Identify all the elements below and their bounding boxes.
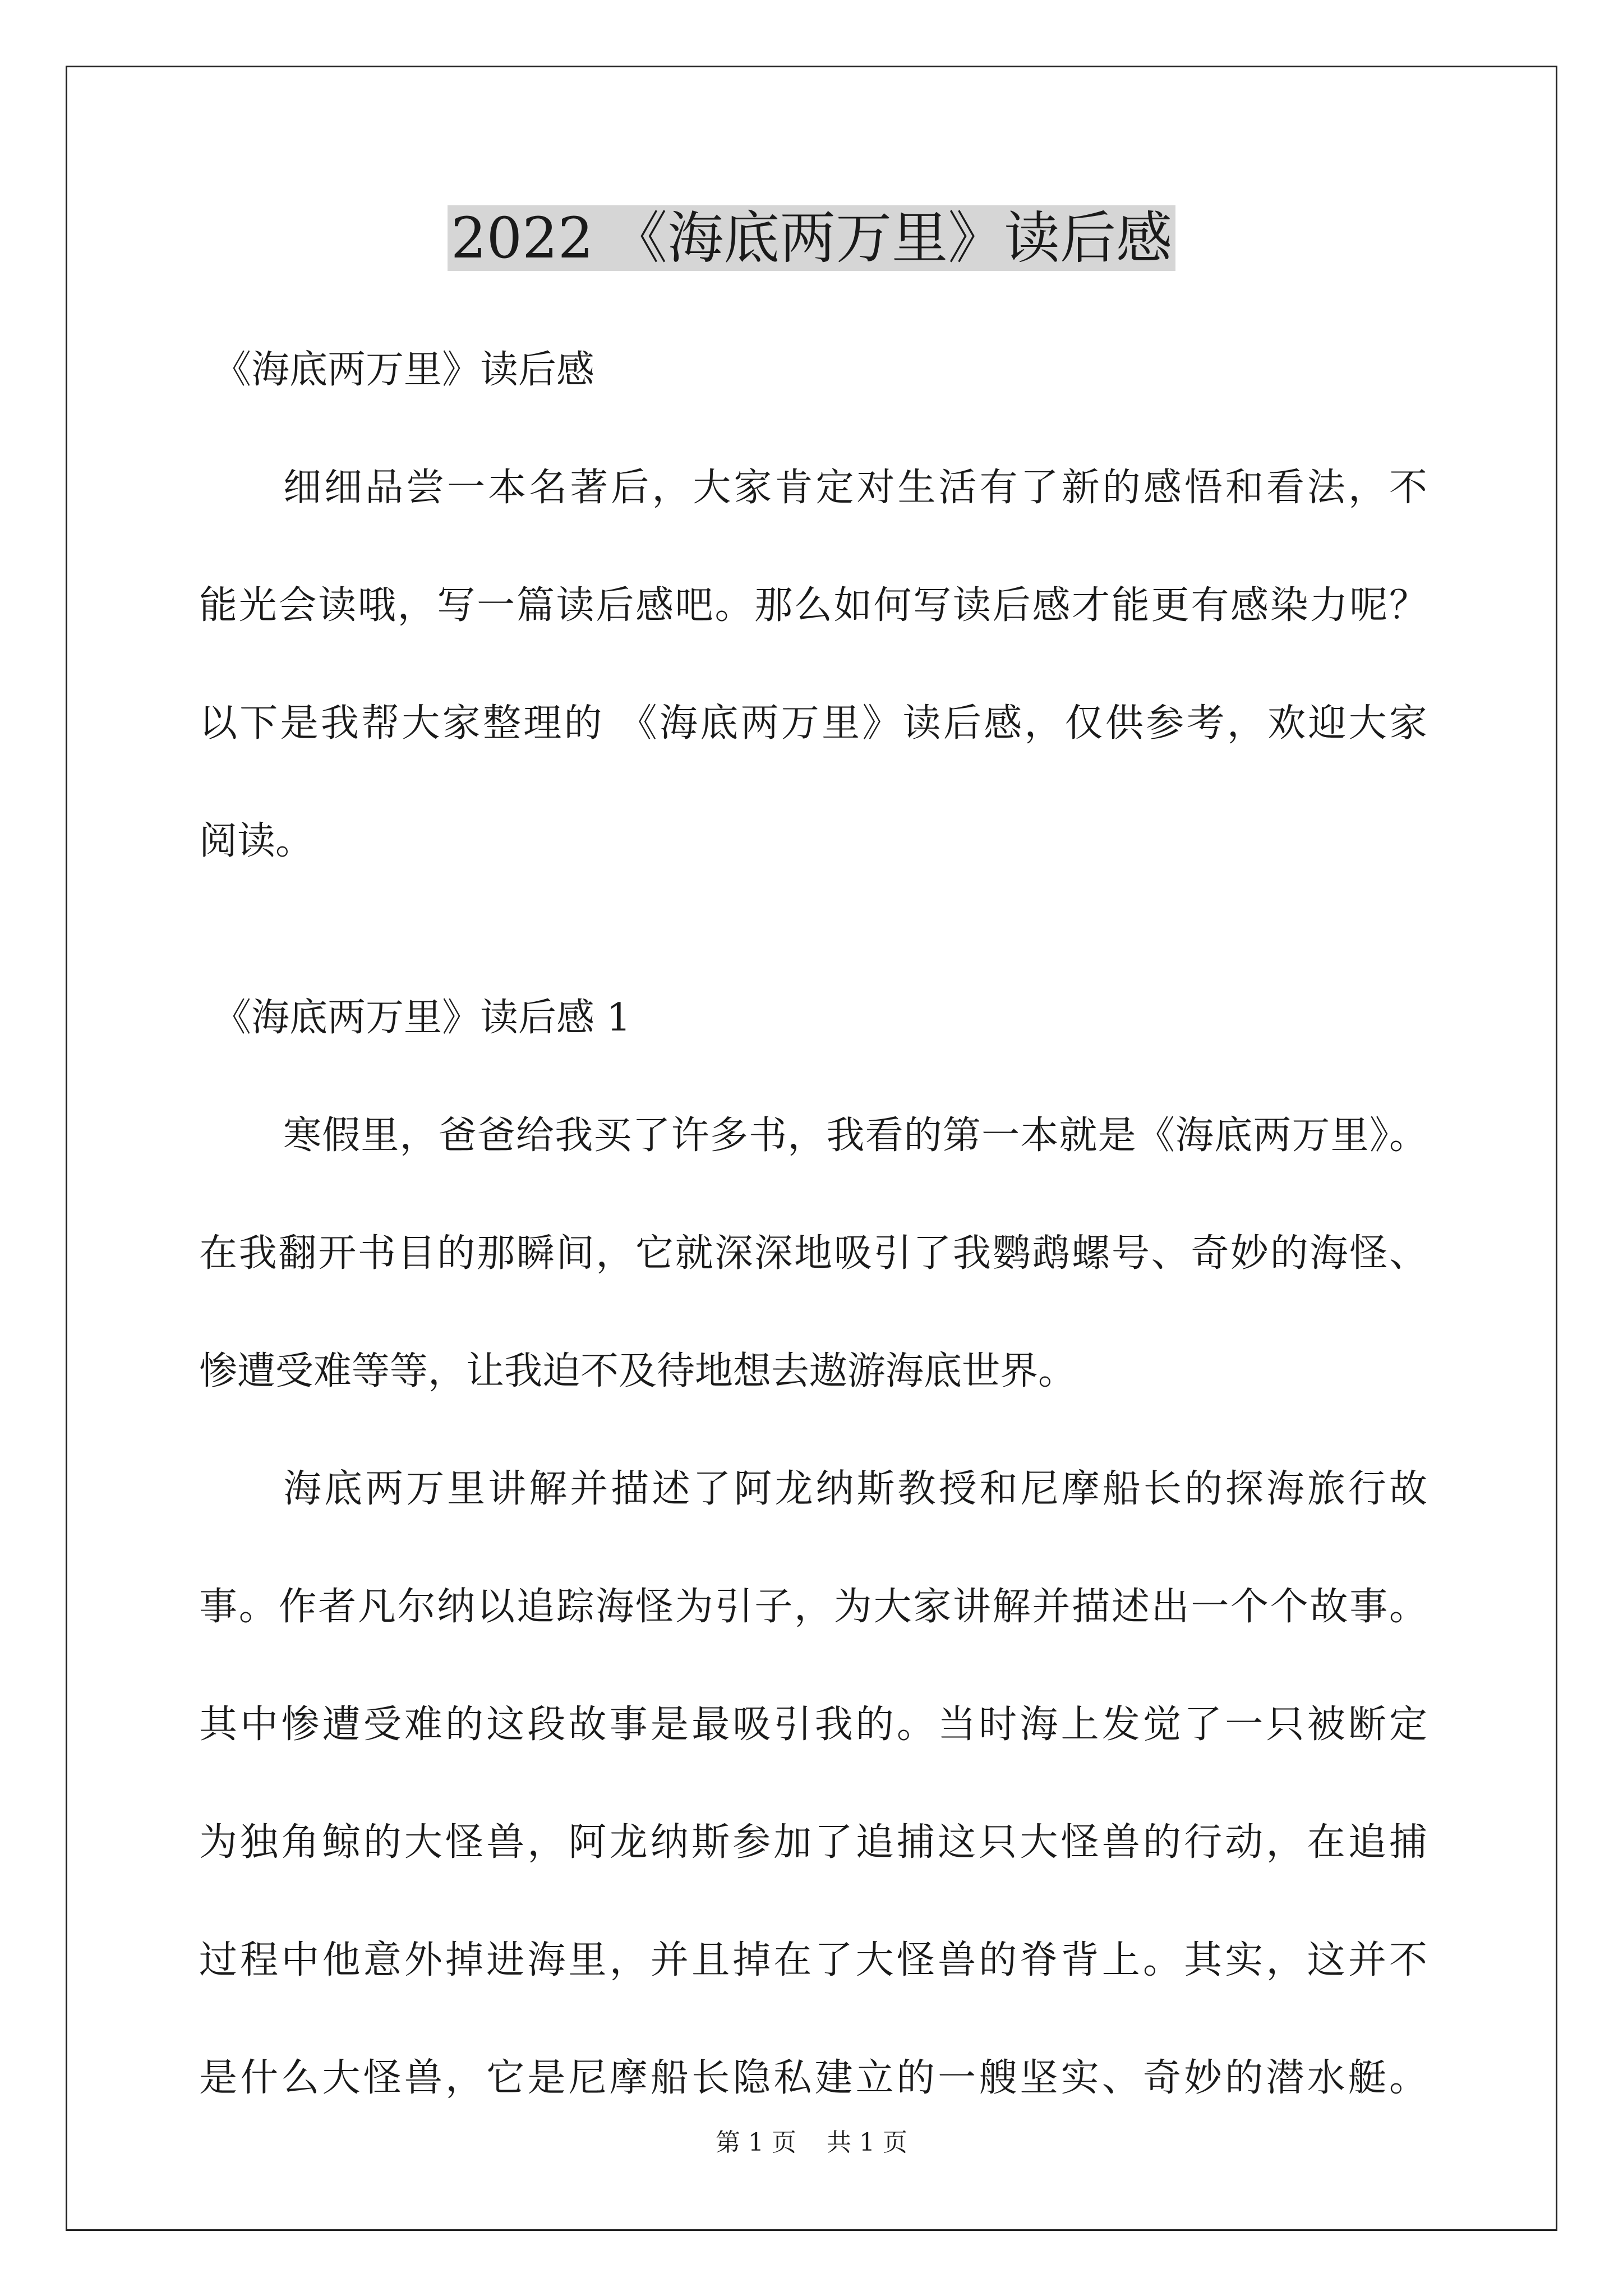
section1-para2-line-4: 为独角鲸的大怪兽，阿龙纳斯参加了追捕这只大怪兽的行动，在追捕 [199, 1820, 1427, 1865]
page-number: 第 1 页 [716, 2128, 796, 2157]
page-footer [0, 2126, 1623, 2160]
section1-para2-line-2: 事。作者凡尔纳以追踪海怪为引子，为大家讲解并描述出一个个故事。 [199, 1585, 1427, 1629]
intro-heading: 《海底两万里》读后感 [213, 348, 595, 392]
page-total: 共 1 页 [827, 2128, 907, 2157]
section1-para2-line-5: 过程中他意外掉进海里，并且掉在了大怪兽的脊背上。其实，这并不 [199, 1938, 1427, 1982]
document-title [0, 196, 1623, 280]
section1-para2-line-6: 是什么大怪兽，它是尼摩船长隐私建立的一艘坚实、奇妙的潜水艇。 [199, 2056, 1427, 2100]
document-title-text: 2022 《海底两万里》读后感 [448, 205, 1175, 271]
section1-para2-line-1: 海底两万里讲解并描述了阿龙纳斯教授和尼摩船长的探海旅行故 [283, 1467, 1427, 1511]
section1-para1-line-3: 惨遭受难等等，让我迫不及待地想去遨游海底世界。 [199, 1349, 1077, 1393]
section1-para2-line-3: 其中惨遭受难的这段故事是最吸引我的。当时海上发觉了一只被断定 [199, 1703, 1427, 1747]
intro-line-4: 阅读。 [199, 819, 314, 863]
intro-line-2: 能光会读哦，写一篇读后感吧。那么如何写读后感才能更有感染力呢？ [199, 583, 1427, 628]
intro-line-3: 以下是我帮大家整理的 《海底两万里》读后感，仅供参考，欢迎大家 [199, 701, 1427, 746]
section1-para1-line-1: 寒假里，爸爸给我买了许多书，我看的第一本就是《海底两万里》。 [283, 1114, 1427, 1158]
section1-heading: 《海底两万里》读后感 1 [213, 996, 631, 1040]
intro-line-1: 细细品尝一本名著后，大家肯定对生活有了新的感悟和看法，不 [283, 466, 1427, 510]
section1-para1-line-2: 在我翻开书目的那瞬间，它就深深地吸引了我鹦鹉螺号、奇妙的海怪、 [199, 1231, 1427, 1276]
